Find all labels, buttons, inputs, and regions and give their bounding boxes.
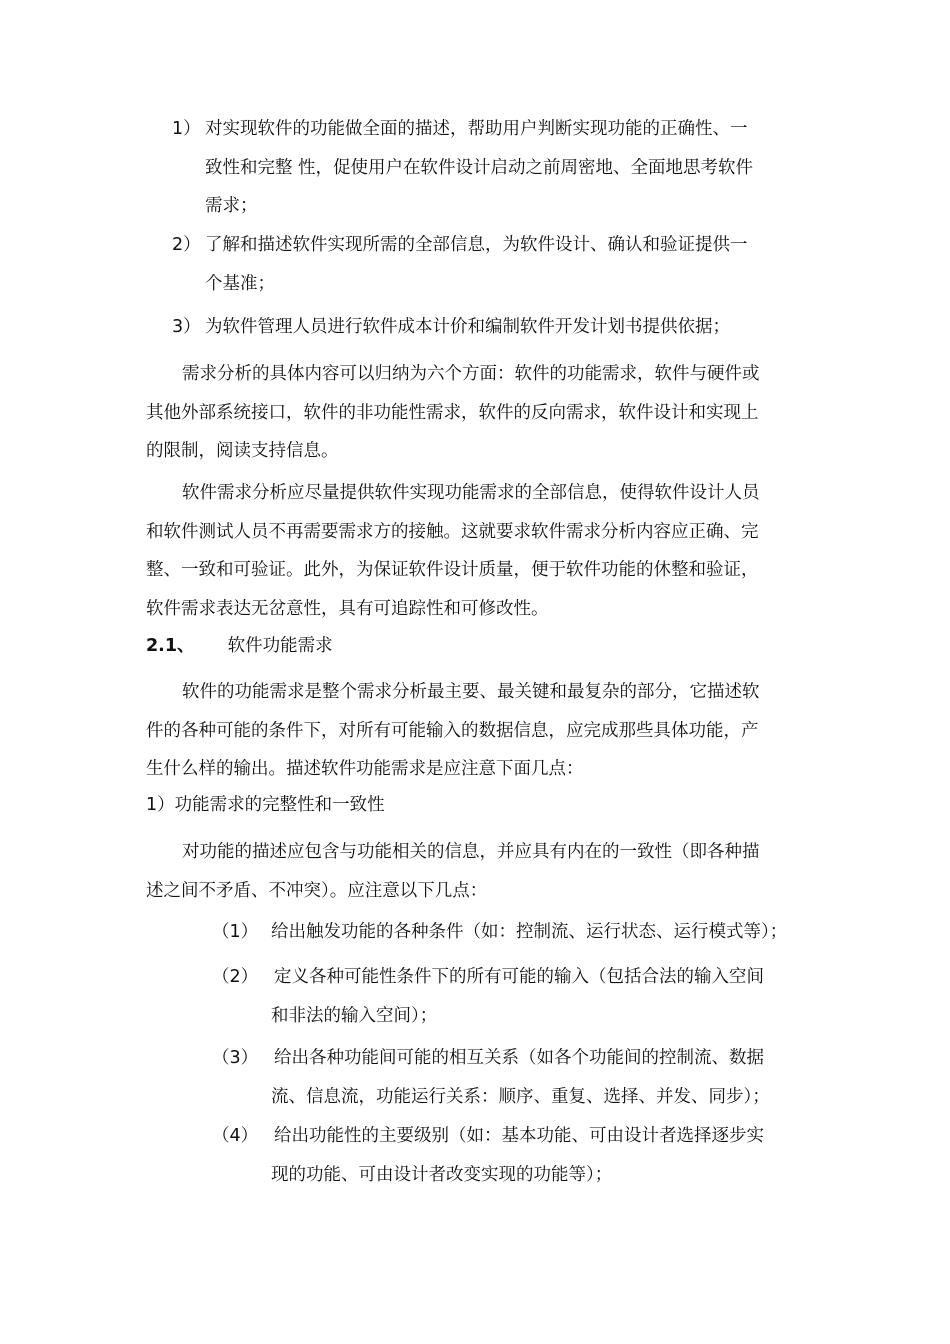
subheading: 1）功能需求的完整性和一致性 bbox=[146, 795, 385, 815]
paragraph-analysis-goals: 软件需求分析应尽量提供软件实现功能需求的全部信息，使得软件设计人员 和软件测试人员不再需要需求方的接触。这就要求软件需求分析内容应正确、完 整、一致和可验证。此外，为保证软件设计质量，便于软件功能的休整和验证， 软件需求表达无岔意性，具有可追踪性和可修改性。 bbox=[146, 483, 760, 619]
list-item-3-text: 为软件管理人员进行软件成本计价和编制软件开发计划书提供依据； bbox=[205, 317, 730, 337]
section-title: 软件功能需求 bbox=[227, 636, 333, 656]
detail-item-2-num: （2） bbox=[212, 967, 259, 987]
paragraph-completeness: 对功能的描述应包含与功能相关的信息，并应具有内在的一致性（即各种描 述之间不矛盾、不冲突）。应注意以下几点： bbox=[146, 842, 760, 901]
detail-item-1-text: 给出触发功能的各种条件（如：控制流、运行状态、运行模式等）； bbox=[271, 922, 788, 942]
detail-item-3-text: 给出各种功能间可能的相互关系（如各个功能间的控制流、数据 流、信息流，功能运行关系：顺序、重复、选择、并发、同步）； bbox=[271, 1048, 770, 1107]
paragraph-content-scope: 需求分析的具体内容可以归纳为六个方面：软件的功能需求，软件与硬件或 其他外部系统接口，软件的非功能性需求，软件的反向需求，软件设计和实现上 的限制，阅读支持信息。 bbox=[146, 364, 760, 461]
detail-item-4-text: 给出功能性的主要级别（如：基本功能、可由设计者选择逐步实 现的功能、可由设计者改变实现的功能等）； bbox=[271, 1126, 764, 1185]
paragraph-functional-requirements: 软件的功能需求是整个需求分析最主要、最关键和最复杂的部分，它描述软 件的各种可能的条件下，对所有可能输入的数据信息，应完成那些具体功能，产 生什么样的输出。描述软件功能需求是应注意下面几点： bbox=[146, 682, 760, 779]
detail-item-3-num: （3） bbox=[212, 1048, 259, 1068]
detail-item-1-num: （1） bbox=[212, 922, 259, 942]
list-item-1-text: 对实现软件的功能做全面的描述，帮助用户判断实现功能的正确性、一 致性和完整 性，促使用户在软件设计启动之前周密地、全面地思考软件 需求； bbox=[205, 119, 754, 216]
list-item-1-num: 1） bbox=[172, 119, 201, 139]
list-item-3-num: 3） bbox=[172, 317, 201, 337]
detail-item-4-num: （4） bbox=[212, 1126, 259, 1146]
list-item-2-num: 2） bbox=[172, 235, 201, 255]
detail-item-2-text: 定义各种可能性条件下的所有可能的输入（包括合法的输入空间 和非法的输入空间）； bbox=[271, 967, 764, 1026]
list-item-2-text: 了解和描述软件实现所需的全部信息，为软件设计、确认和验证提供一 个基准； bbox=[205, 235, 748, 294]
section-number: 2.1、 bbox=[146, 636, 195, 656]
section-heading bbox=[146, 627, 333, 665]
